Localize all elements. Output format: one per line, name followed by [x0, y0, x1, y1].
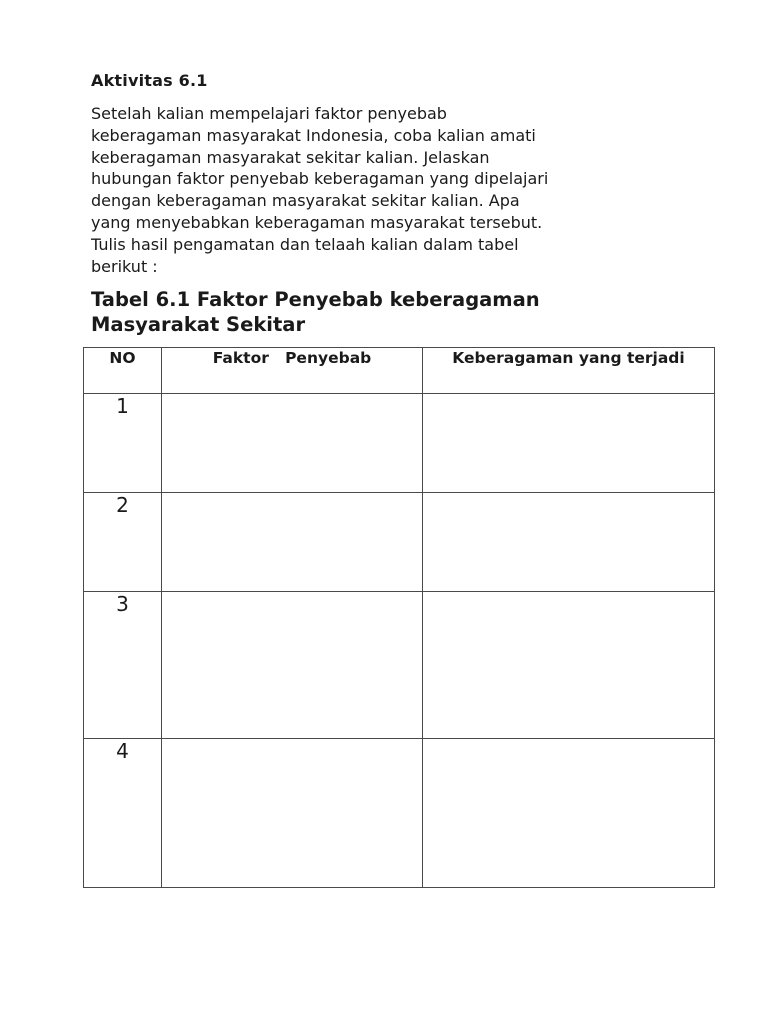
row-number: 2: [116, 493, 129, 517]
table-header-row: [84, 348, 715, 394]
instruction-line: yang menyebabkan keberagaman masyarakat tersebut.: [91, 212, 543, 232]
instruction-line: Setelah kalian mempelajari faktor penyebab: [91, 104, 447, 123]
row-number-cell: [84, 493, 162, 592]
table-caption-line: Tabel 6.1 Faktor Penyebab keberagaman: [91, 288, 540, 311]
table-row: [84, 493, 715, 592]
instruction-line: Tulis hasil pengamatan dan telaah kalian dalam tabel: [91, 234, 519, 254]
row-number-cell: [84, 592, 162, 739]
row-number: 4: [116, 739, 129, 763]
table-row: [84, 739, 715, 888]
row-number: 1: [116, 394, 129, 418]
instruction-line: keberagaman masyarakat Indonesia, coba kalian amati: [91, 125, 536, 145]
table-row: [84, 592, 715, 739]
header-factor-label: Faktor Penyebab: [212, 349, 372, 367]
header-no-label: NO: [109, 349, 136, 367]
header-no: [84, 348, 162, 394]
factor-cell[interactable]: [162, 394, 423, 493]
diversity-cell[interactable]: [423, 394, 715, 493]
factor-cell[interactable]: [162, 493, 423, 592]
activity-table: [83, 347, 715, 888]
instruction-line: dengan keberagaman masyarakat sekitar kalian. Apa: [91, 191, 520, 211]
table-row: [84, 394, 715, 493]
header-diversity-label: Keberagaman yang terjadi: [452, 349, 685, 367]
row-number-cell: [84, 739, 162, 888]
diversity-cell[interactable]: [423, 592, 715, 739]
instruction-line: hubungan faktor penyebab keberagaman yang dipelajari: [91, 169, 549, 189]
activity-heading: Aktivitas 6.1: [91, 71, 208, 90]
row-number-cell: [84, 394, 162, 493]
row-number: 3: [116, 592, 129, 616]
header-factor: [162, 348, 423, 394]
header-diversity: [423, 348, 715, 394]
instructions-paragraph: [91, 103, 731, 277]
table-caption-line: Masyarakat Sekitar: [91, 313, 306, 336]
instruction-line: berikut :: [91, 256, 158, 276]
table-caption: [91, 287, 540, 337]
diversity-cell[interactable]: [423, 739, 715, 888]
factor-cell[interactable]: [162, 739, 423, 888]
instruction-line: keberagaman masyarakat sekitar kalian. Jelaskan: [91, 147, 490, 167]
factor-cell[interactable]: [162, 592, 423, 739]
diversity-cell[interactable]: [423, 493, 715, 592]
